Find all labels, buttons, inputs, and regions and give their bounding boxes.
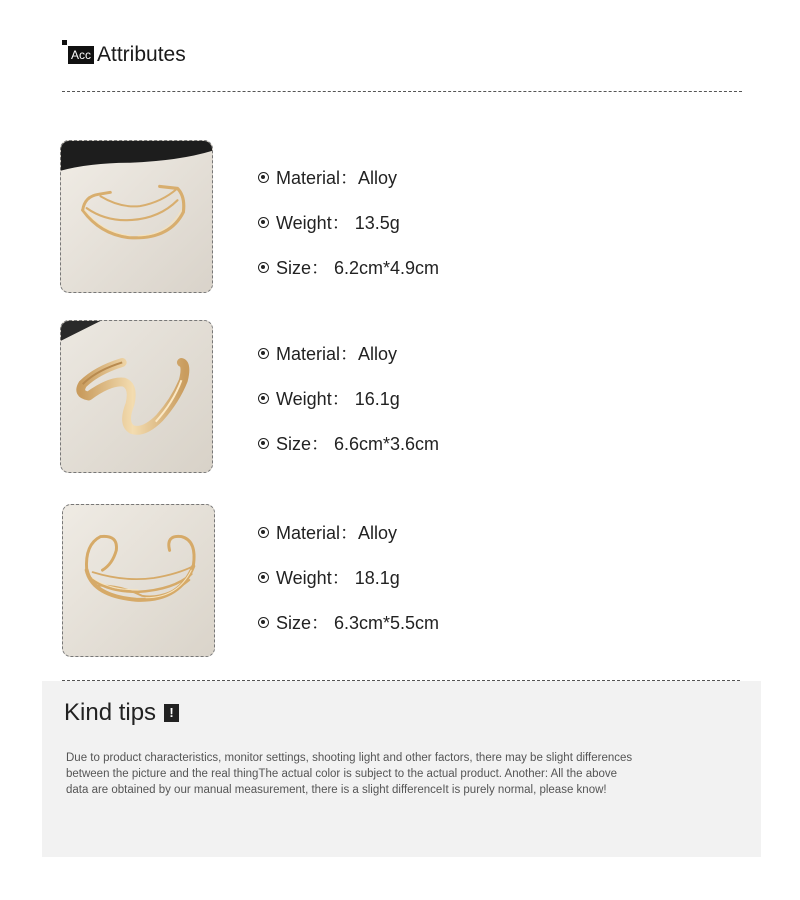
kind-tips-title: Kind tips — [64, 699, 157, 726]
material-text: Material：Alloy — [276, 168, 398, 188]
acc-tag: Acc — [68, 46, 94, 64]
product-card — [0, 504, 800, 659]
spec-weight — [258, 387, 439, 409]
weight-text: Weight： 18.1g — [276, 568, 400, 588]
weight-text: Weight： 16.1g — [276, 389, 400, 409]
weight-text: Weight： 13.5g — [276, 213, 400, 233]
material-text: Material：Alloy — [276, 523, 398, 543]
wave-bangle-photo — [60, 320, 213, 473]
bullet-icon — [258, 438, 269, 449]
size-text: Size： 6.6cm*3.6cm — [276, 434, 440, 454]
bangle-image — [63, 505, 214, 656]
spec-material — [258, 521, 439, 543]
bullet-icon — [258, 527, 269, 538]
product-card — [0, 320, 800, 475]
exclamation-icon: ! — [164, 704, 179, 722]
top-divider — [62, 91, 742, 92]
size-text: Size： 6.2cm*4.9cm — [276, 258, 440, 278]
spec-size — [258, 256, 439, 278]
bullet-icon — [258, 393, 269, 404]
product-specs — [258, 342, 439, 477]
spec-material — [258, 166, 439, 188]
section-title: Attributes — [97, 43, 186, 66]
corner-mark — [62, 40, 67, 45]
bangle-image — [61, 321, 212, 472]
bullet-icon — [258, 617, 269, 628]
spec-size — [258, 611, 439, 633]
spec-weight — [258, 566, 439, 588]
bullet-icon — [258, 572, 269, 583]
bullet-icon — [258, 348, 269, 359]
bullet-icon — [258, 172, 269, 183]
size-text: Size： 6.3cm*5.5cm — [276, 613, 440, 633]
kind-tips-panel — [42, 681, 761, 857]
material-text: Material：Alloy — [276, 344, 398, 364]
bullet-icon — [258, 262, 269, 273]
product-card — [0, 140, 800, 295]
spec-weight — [258, 211, 439, 233]
bullet-icon — [258, 217, 269, 228]
spec-material — [258, 342, 439, 364]
product-specs — [258, 166, 439, 301]
product-specs — [258, 521, 439, 656]
open-cuff-bangle-photo — [60, 140, 213, 293]
bangle-image — [61, 141, 212, 292]
spec-size — [258, 432, 439, 454]
kind-tips-text: Due to product characteristics, monitor settings, shooting light and other factors, there may be slight differences between the picture and the real thingThe actual color is subject to the actual product. Another: All the above data are obtained by our manual measurement, there is a slight differenceIt is purely normal, please know! — [66, 752, 633, 796]
multi-wire-bangle-photo — [62, 504, 215, 657]
